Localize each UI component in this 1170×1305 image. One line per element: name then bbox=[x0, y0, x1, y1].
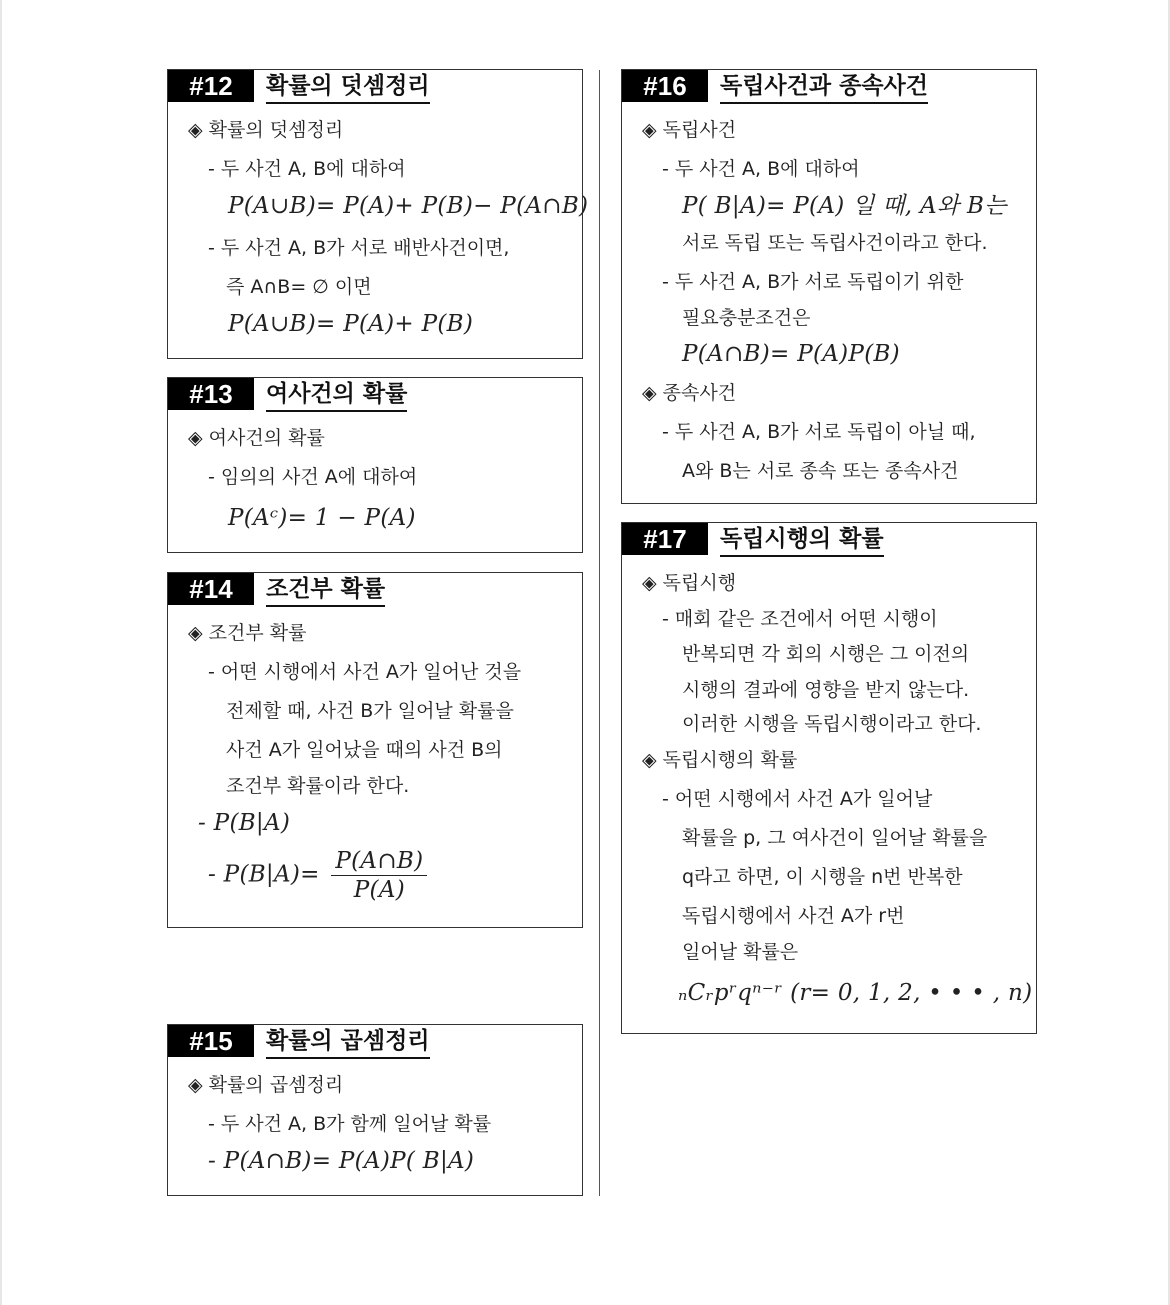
section-14-header bbox=[168, 573, 582, 605]
section-17-title: 독립시행의 확률 bbox=[720, 524, 884, 557]
section-17-line-8: 확률을 p, 그 여사건이 일어날 확률을 bbox=[682, 827, 988, 849]
section-16-line-8: ◈ 종속사건 bbox=[642, 382, 737, 404]
section-12-formula-2: P(A∪B)= P(A)+ P(B) bbox=[228, 311, 474, 337]
section-16-formula-1: P( B|A)= P(A) 일 때, A와 B는 bbox=[682, 193, 1007, 219]
section-15-title: 확률의 곱셈정리 bbox=[266, 1026, 430, 1059]
section-16-line-9: - 두 사건 A, B가 서로 독립이 아닐 때, bbox=[662, 421, 976, 443]
section-13-line-2: - 임의의 사건 A에 대하여 bbox=[208, 466, 418, 488]
section-14-line-5: 조건부 확률이라 한다. bbox=[226, 775, 410, 797]
section-13-header bbox=[168, 378, 582, 410]
section-17-header bbox=[622, 523, 1036, 555]
section-16-header bbox=[622, 70, 1036, 102]
section-12-line-1: ◈ 확률의 덧셈정리 bbox=[188, 119, 344, 141]
section-15-line-2: - 두 사건 A, B가 함께 일어날 확률 bbox=[208, 1113, 492, 1135]
section-17-line-7: - 어떤 시행에서 사건 A가 일어날 bbox=[662, 788, 933, 810]
section-16-line-5: - 두 사건 A, B가 서로 독립이기 위한 bbox=[662, 271, 964, 293]
section-13-number: #13 bbox=[168, 378, 254, 410]
section-17-number: #17 bbox=[622, 523, 708, 555]
section-14-fraction-numerator: P(A∩B) bbox=[331, 849, 427, 876]
section-17-box bbox=[621, 522, 1037, 1034]
section-17-line-6: ◈ 독립시행의 확률 bbox=[642, 749, 798, 771]
section-15-number: #15 bbox=[168, 1025, 254, 1057]
section-17-line-5: 이러한 시행을 독립시행이라고 한다. bbox=[682, 713, 982, 735]
page-edge-left bbox=[0, 0, 2, 1305]
section-14-title: 조건부 확률 bbox=[266, 574, 385, 607]
section-12-formula-1: P(A∪B)= P(A)+ P(B)− P(A∩B) bbox=[228, 193, 589, 219]
section-17-line-11: 일어날 확률은 bbox=[682, 941, 799, 963]
section-16-box bbox=[621, 69, 1037, 504]
section-14-fraction bbox=[331, 849, 427, 902]
section-14-line-4: 사건 A가 일어났을 때의 사건 B의 bbox=[226, 739, 503, 761]
column-divider bbox=[599, 70, 600, 1196]
section-14-fraction-denominator: P(A) bbox=[353, 877, 405, 903]
section-16-line-1: ◈ 독립사건 bbox=[642, 119, 737, 141]
section-12-line-5: 즉 A∩B= ∅ 이면 bbox=[226, 276, 372, 298]
section-13-title: 여사건의 확률 bbox=[266, 379, 407, 412]
section-16-line-6: 필요충분조건은 bbox=[682, 307, 811, 329]
section-12-line-4: - 두 사건 A, B가 서로 배반사건이면, bbox=[208, 237, 510, 259]
section-13-box bbox=[167, 377, 583, 553]
section-17-line-10: 독립시행에서 사건 A가 r번 bbox=[682, 905, 905, 927]
section-17-line-4: 시행의 결과에 영향을 받지 않는다. bbox=[682, 679, 970, 701]
section-14-number: #14 bbox=[168, 573, 254, 605]
section-14-formula-1: - P(B|A) bbox=[198, 810, 291, 836]
section-14-line-3: 전제할 때, 사건 B가 일어날 확률을 bbox=[226, 700, 514, 722]
section-13-formula: P(Aᶜ)= 1 − P(A) bbox=[228, 505, 416, 531]
section-17-line-3: 반복되면 각 회의 시행은 그 이전의 bbox=[682, 643, 970, 665]
section-14-formula-2 bbox=[208, 849, 427, 902]
section-14-line-2: - 어떤 시행에서 사건 A가 일어난 것을 bbox=[208, 661, 522, 683]
section-14-formula-2-lhs: - P(B|A)= bbox=[208, 861, 320, 888]
section-16-title: 독립사건과 종속사건 bbox=[720, 71, 928, 104]
section-12-header bbox=[168, 70, 582, 102]
section-17-line-9: q라고 하면, 이 시행을 n번 반복한 bbox=[682, 866, 963, 888]
section-13-line-1: ◈ 여사건의 확률 bbox=[188, 427, 325, 449]
section-16-line-4: 서로 독립 또는 독립사건이라고 한다. bbox=[682, 232, 988, 254]
section-17-line-2: - 매회 같은 조건에서 어떤 시행이 bbox=[662, 608, 938, 630]
section-12-title: 확률의 덧셈정리 bbox=[266, 71, 430, 104]
section-17-line-1: ◈ 독립시행 bbox=[642, 572, 737, 594]
section-14-line-1: ◈ 조건부 확률 bbox=[188, 622, 307, 644]
section-16-number: #16 bbox=[622, 70, 708, 102]
section-15-box bbox=[167, 1024, 583, 1196]
section-16-line-10: A와 B는 서로 종속 또는 종속사건 bbox=[682, 460, 959, 482]
section-15-line-1: ◈ 확률의 곱셈정리 bbox=[188, 1074, 344, 1096]
section-15-formula: - P(A∩B)= P(A)P( B|A) bbox=[208, 1148, 475, 1174]
section-16-formula-2: P(A∩B)= P(A)P(B) bbox=[682, 341, 900, 367]
section-12-line-2: - 두 사건 A, B에 대하여 bbox=[208, 158, 406, 180]
section-12-number: #12 bbox=[168, 70, 254, 102]
section-15-header bbox=[168, 1025, 582, 1057]
section-17-formula: ₙCᵣpʳqⁿ⁻ʳ (r= 0, 1, 2, • • • , n) bbox=[678, 980, 1033, 1006]
section-12-box bbox=[167, 69, 589, 359]
section-16-line-2: - 두 사건 A, B에 대하여 bbox=[662, 158, 860, 180]
section-14-box bbox=[167, 572, 583, 928]
